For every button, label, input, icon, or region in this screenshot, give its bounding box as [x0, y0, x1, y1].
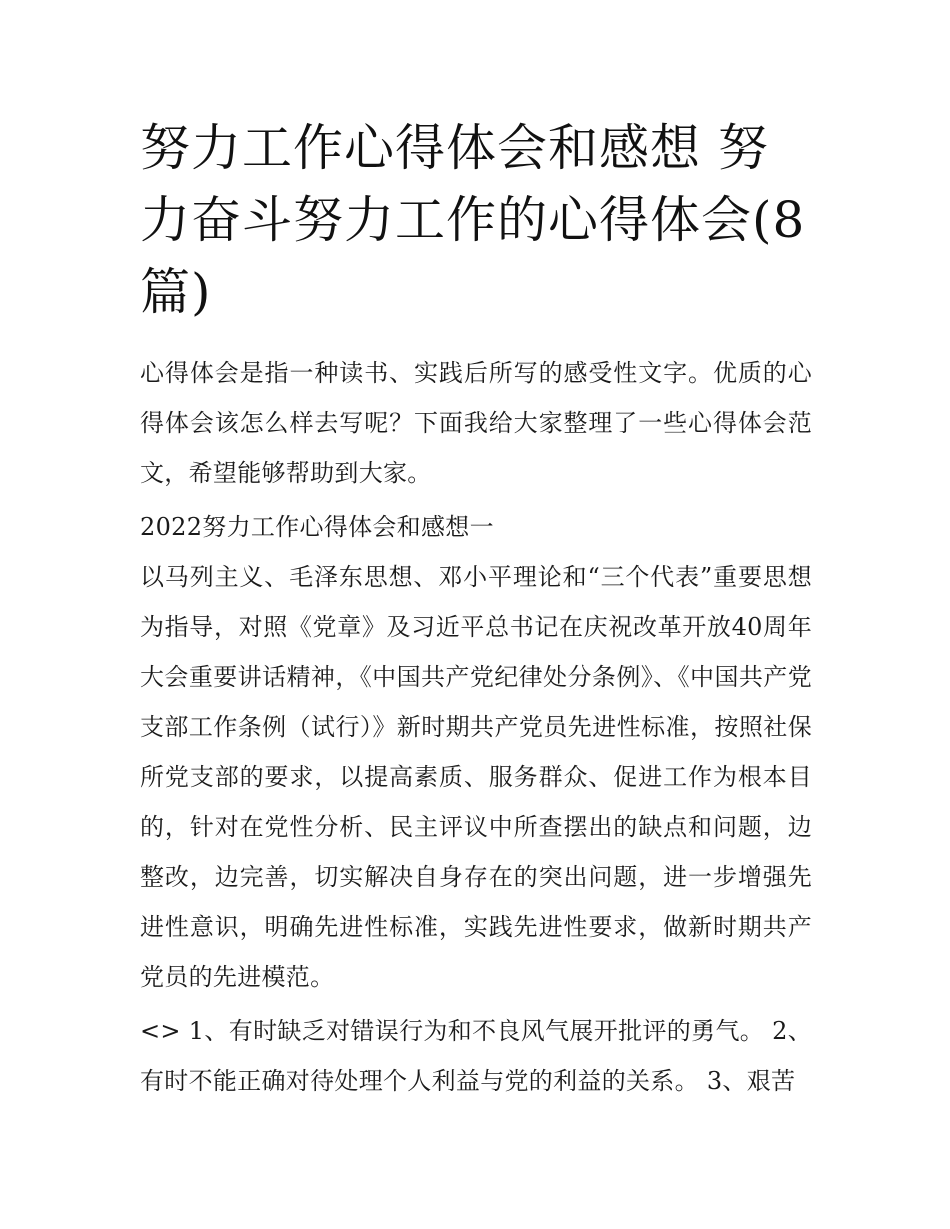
intro-paragraph: 心得体会是指一种读书、实践后所写的感受性文字。优质的心得体会该怎么样去写呢？下面我给大家整理了一些心得体会范文，希望能够帮助到大家。 [140, 359, 812, 487]
document-title: 努力工作心得体会和感想 努力奋斗努力工作的心得体会(8篇) [140, 119, 806, 321]
list-paragraph: <> 1、有时缺乏对错误行为和不良风气展开批评的勇气。 2、有时不能正确对待处理个人利益与党的利益的关系。 3、艰苦 [140, 1017, 812, 1095]
body-paragraph: 以马列主义、毛泽东思想、邓小平理论和“三个代表”重要思想为指导，对照《党章》及习近平总书记在庆祝改革开放40周年大会重要讲话精神，《中国共产党纪律处分条例》、《中国共产党支部工作条例（试行）》新时期共产党员先进性标准，按照社保所党支部的要求，以提高素质、服务群众、促进工作为根本目的，针对在党性分析、民主评议中所查摆出的缺点和问题，边整改，边完善，切实解决自身存在的突出问题，进一步增强先进性意识，明确先进性标准，实践先进性要求，做新时期共产党员的先进模范。 [140, 563, 812, 991]
section-heading: 2022努力工作心得体会和感想一 [140, 513, 494, 541]
document-content [140, 112, 812, 1106]
